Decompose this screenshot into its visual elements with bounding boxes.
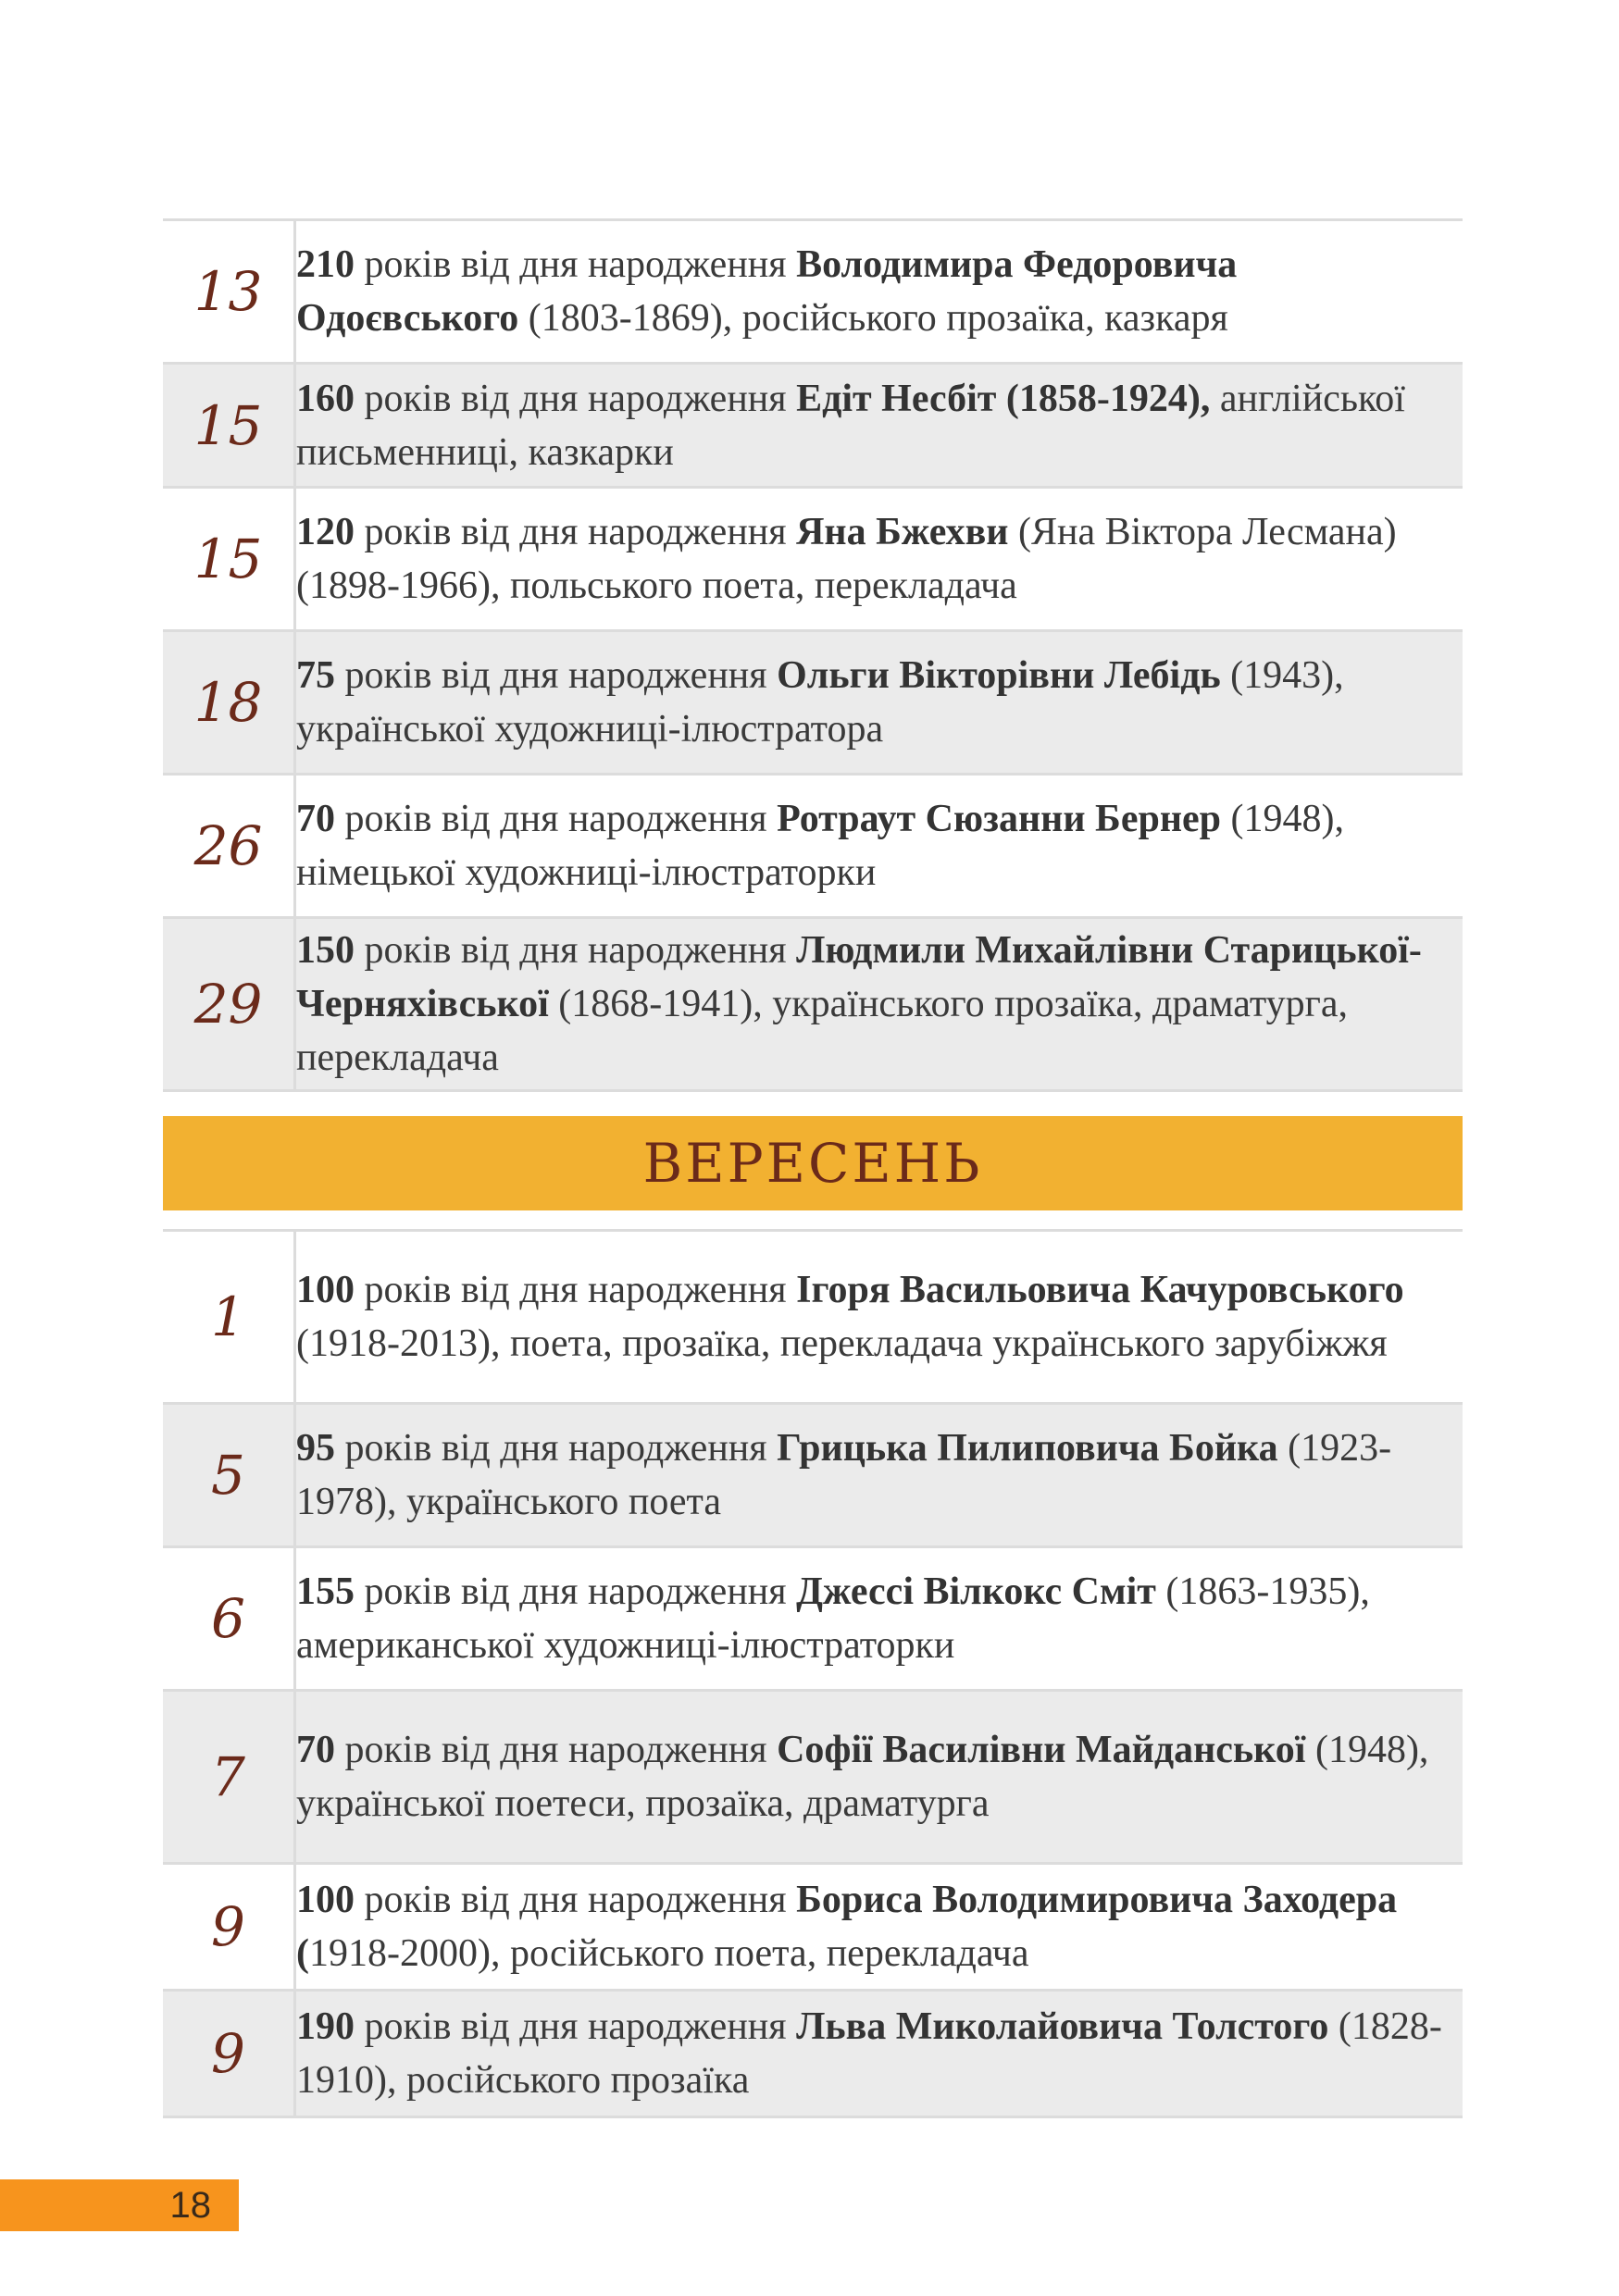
table-row bbox=[163, 1547, 1463, 1691]
table-row bbox=[163, 918, 1463, 1091]
person-name: Бориса Володимировича Заходера ( bbox=[296, 1879, 1398, 1975]
years-count: 150 bbox=[296, 929, 355, 972]
event-phrase: років від дня народження bbox=[355, 1269, 797, 1311]
table-row bbox=[163, 631, 1463, 775]
event-details: (1828-1910), російського прозаїка bbox=[296, 2005, 1442, 2102]
person-name: Володимира Федоровича Одоєвського bbox=[296, 243, 1238, 340]
years-count: 155 bbox=[296, 1570, 355, 1613]
years-count: 70 bbox=[296, 798, 335, 840]
years-count: 100 bbox=[296, 1269, 355, 1311]
table-row bbox=[163, 1864, 1463, 1991]
event-text bbox=[295, 1691, 1463, 1864]
event-phrase: років від дня народження bbox=[355, 1570, 797, 1613]
years-count: 160 bbox=[296, 377, 355, 420]
event-phrase: років від дня народження bbox=[355, 243, 797, 286]
event-text bbox=[295, 1231, 1463, 1404]
event-details: (1918-2013), поета, прозаїка, перекладача українського зарубіжжя bbox=[296, 1322, 1388, 1365]
month-title: ВЕРЕСЕНЬ bbox=[642, 1132, 983, 1195]
event-text bbox=[295, 631, 1463, 775]
day-number: 6 bbox=[163, 1547, 295, 1691]
table-row bbox=[163, 364, 1463, 488]
event-text bbox=[295, 775, 1463, 918]
day-number: 9 bbox=[163, 1991, 295, 2117]
table-row bbox=[163, 1691, 1463, 1864]
event-details: (1948), німецької художниці-ілюстраторки bbox=[296, 798, 1345, 894]
table-row bbox=[163, 220, 1463, 364]
event-phrase: років від дня народження bbox=[355, 377, 797, 420]
day-number: 15 bbox=[163, 488, 295, 631]
event-details: (1948), української поетеси, прозаїка, драматурга bbox=[296, 1729, 1429, 1825]
event-text bbox=[295, 1864, 1463, 1991]
person-name: Ольги Вікторівни Лебідь bbox=[777, 654, 1221, 697]
table-row bbox=[163, 488, 1463, 631]
event-text bbox=[295, 1404, 1463, 1547]
years-count: 120 bbox=[296, 511, 355, 553]
event-details: англійської письменниці, казкарки bbox=[296, 377, 1405, 474]
event-phrase: років від дня народження bbox=[335, 798, 778, 840]
table-row bbox=[163, 1404, 1463, 1547]
event-details: (Яна Віктора Лесмана) (1898-1966), польського поета, перекладача bbox=[296, 511, 1397, 607]
event-phrase: років від дня народження bbox=[355, 511, 797, 553]
event-text bbox=[295, 364, 1463, 488]
person-name: Джессі Вілкокс Сміт bbox=[796, 1570, 1156, 1613]
event-phrase: років від дня народження bbox=[335, 1427, 778, 1470]
month-header bbox=[163, 1116, 1463, 1210]
day-number: 9 bbox=[163, 1864, 295, 1991]
event-details: (1803-1869), російського прозаїка, казкаря bbox=[518, 297, 1228, 340]
person-name: Софії Василівни Майданської bbox=[777, 1729, 1306, 1771]
event-details: (1863-1935), американської художниці-ілюстраторки bbox=[296, 1570, 1370, 1667]
day-number: 29 bbox=[163, 918, 295, 1091]
event-text bbox=[295, 918, 1463, 1091]
years-count: 95 bbox=[296, 1427, 335, 1470]
day-number: 5 bbox=[163, 1404, 295, 1547]
day-number: 7 bbox=[163, 1691, 295, 1864]
event-phrase: років від дня народження bbox=[355, 2005, 797, 2048]
event-phrase: років від дня народження bbox=[335, 654, 778, 697]
event-details: (1868-1941), українського прозаїка, драматурга, перекладача bbox=[296, 983, 1348, 1079]
event-text bbox=[295, 488, 1463, 631]
person-name: Грицька Пилиповича Бойка bbox=[777, 1427, 1278, 1470]
event-details: (1943), української художниці-ілюстратора bbox=[296, 654, 1344, 751]
person-name: Льва Миколайовича Толстого bbox=[796, 2005, 1329, 2048]
event-phrase: років від дня народження bbox=[355, 1879, 797, 1921]
table-row bbox=[163, 775, 1463, 918]
years-count: 75 bbox=[296, 654, 335, 697]
day-number: 15 bbox=[163, 364, 295, 488]
event-details: (1923-1978), українського поета bbox=[296, 1427, 1392, 1523]
event-text bbox=[295, 1991, 1463, 2117]
event-text bbox=[295, 1547, 1463, 1691]
table-row bbox=[163, 1231, 1463, 1404]
event-phrase: років від дня народження bbox=[355, 929, 797, 972]
events-table-september bbox=[163, 1229, 1463, 2118]
years-count: 190 bbox=[296, 2005, 355, 2048]
day-number: 1 bbox=[163, 1231, 295, 1404]
calendar-page bbox=[163, 218, 1463, 2118]
day-number: 13 bbox=[163, 220, 295, 364]
person-name: Ротраут Сюзанни Бернер bbox=[777, 798, 1222, 840]
person-name: Яна Бжехви bbox=[796, 511, 1009, 553]
years-count: 210 bbox=[296, 243, 355, 286]
event-phrase: років від дня народження bbox=[335, 1729, 778, 1771]
years-count: 100 bbox=[296, 1879, 355, 1921]
person-name: Людмили Михайлівни Старицької-Черняхівської bbox=[296, 929, 1422, 1025]
event-details: 1918-2000), російського поета, перекладача bbox=[309, 1932, 1029, 1975]
person-name: Ігоря Васильовича Качуровського bbox=[796, 1269, 1404, 1311]
person-name: Едіт Несбіт (1858-1924), bbox=[796, 377, 1211, 420]
event-text bbox=[295, 220, 1463, 364]
day-number: 26 bbox=[163, 775, 295, 918]
events-table-august bbox=[163, 218, 1463, 1092]
years-count: 70 bbox=[296, 1729, 335, 1771]
page-number: 18 bbox=[0, 2179, 239, 2231]
table-row bbox=[163, 1991, 1463, 2117]
day-number: 18 bbox=[163, 631, 295, 775]
